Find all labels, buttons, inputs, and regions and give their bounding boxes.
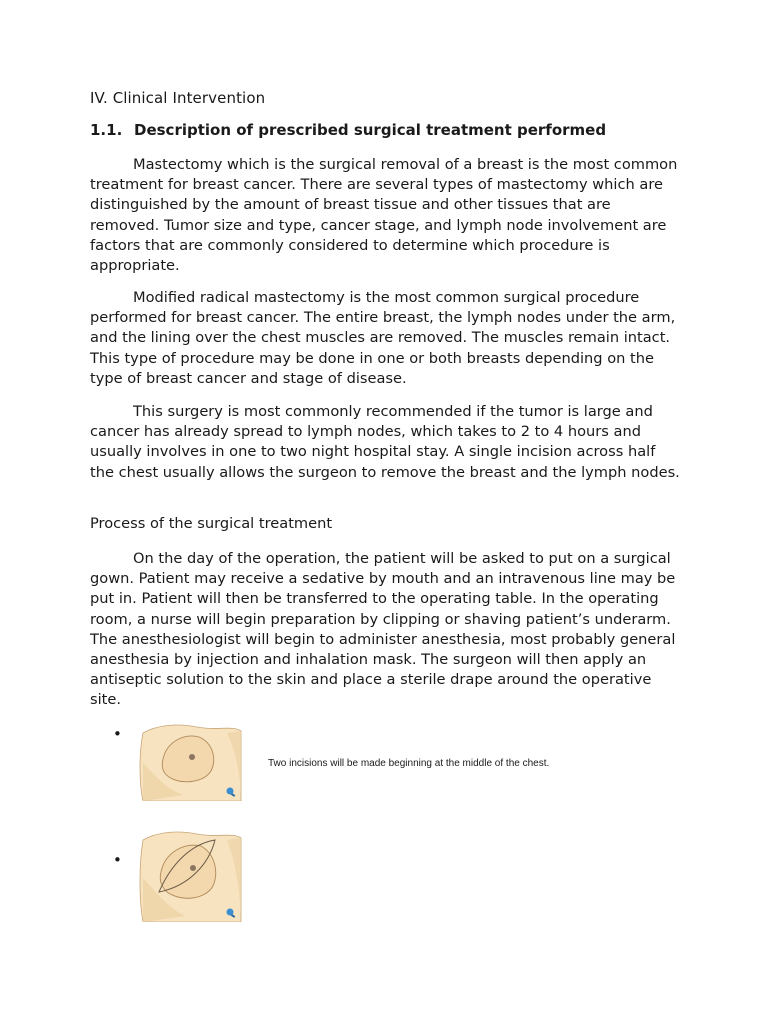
subsection-title-text: Description of prescribed surgical treatment performed: [134, 121, 607, 139]
section-title: IV. Clinical Intervention: [90, 89, 266, 107]
paragraph-process: On the day of the operation, the patient will be asked to put on a surgical gown. Patient may receive a sedative by mouth and an intravenous line may be put in. Patient will then be transferred to the operating table. In the operating room, a nurse will begin preparation by clipping or shaving patient’s underarm. The anesthesiologist will begin to administer anesthesia, most probably general anesthesia by injection and inhalation mask. The surgeon will then apply an antiseptic solution to the skin and place a sterile drape around the operative site.: [90, 550, 676, 709]
paragraph-mastectomy-overview: Mastectomy which is the surgical removal of a breast is the most common treatment for breast cancer. There are several types of mastectomy which are distinguished by the amount of breast tissue and other tissues that are removed. Tumor size and type, cancer stage, and lymph node involvement are factors that are commonly considered to determine which procedure is appropriate.: [90, 156, 678, 275]
breast-illustration-step2: [137, 830, 243, 922]
paragraph-modified-radical: Modified radical mastectomy is the most common surgical procedure performed for breast cancer. The entire breast, the lymph nodes under the arm, and the lining over the chest muscles are removed. The muscles remain intact. This type of procedure may be done in one or both breasts depending on the type of breast cancer and stage of disease.: [90, 289, 676, 387]
subsection-number: 1.1.: [90, 121, 123, 139]
breast-illustration-step1: [137, 723, 243, 801]
subsection-title: [90, 121, 606, 139]
process-heading: Process of the surgical treatment: [90, 515, 333, 532]
list-bullet: •: [113, 725, 122, 743]
step1-caption: Two incisions will be made beginning at the middle of the chest.: [268, 758, 550, 769]
paragraph-recommendation: This surgery is most commonly recommended if the tumor is large and cancer has already spread to lymph nodes, which takes to 2 to 4 hours and usually involves in one to two night hospital stay. A single incision across half the chest usually allows the surgeon to remove the breast and the lymph nodes.: [90, 403, 680, 481]
list-bullet: •: [113, 851, 122, 869]
